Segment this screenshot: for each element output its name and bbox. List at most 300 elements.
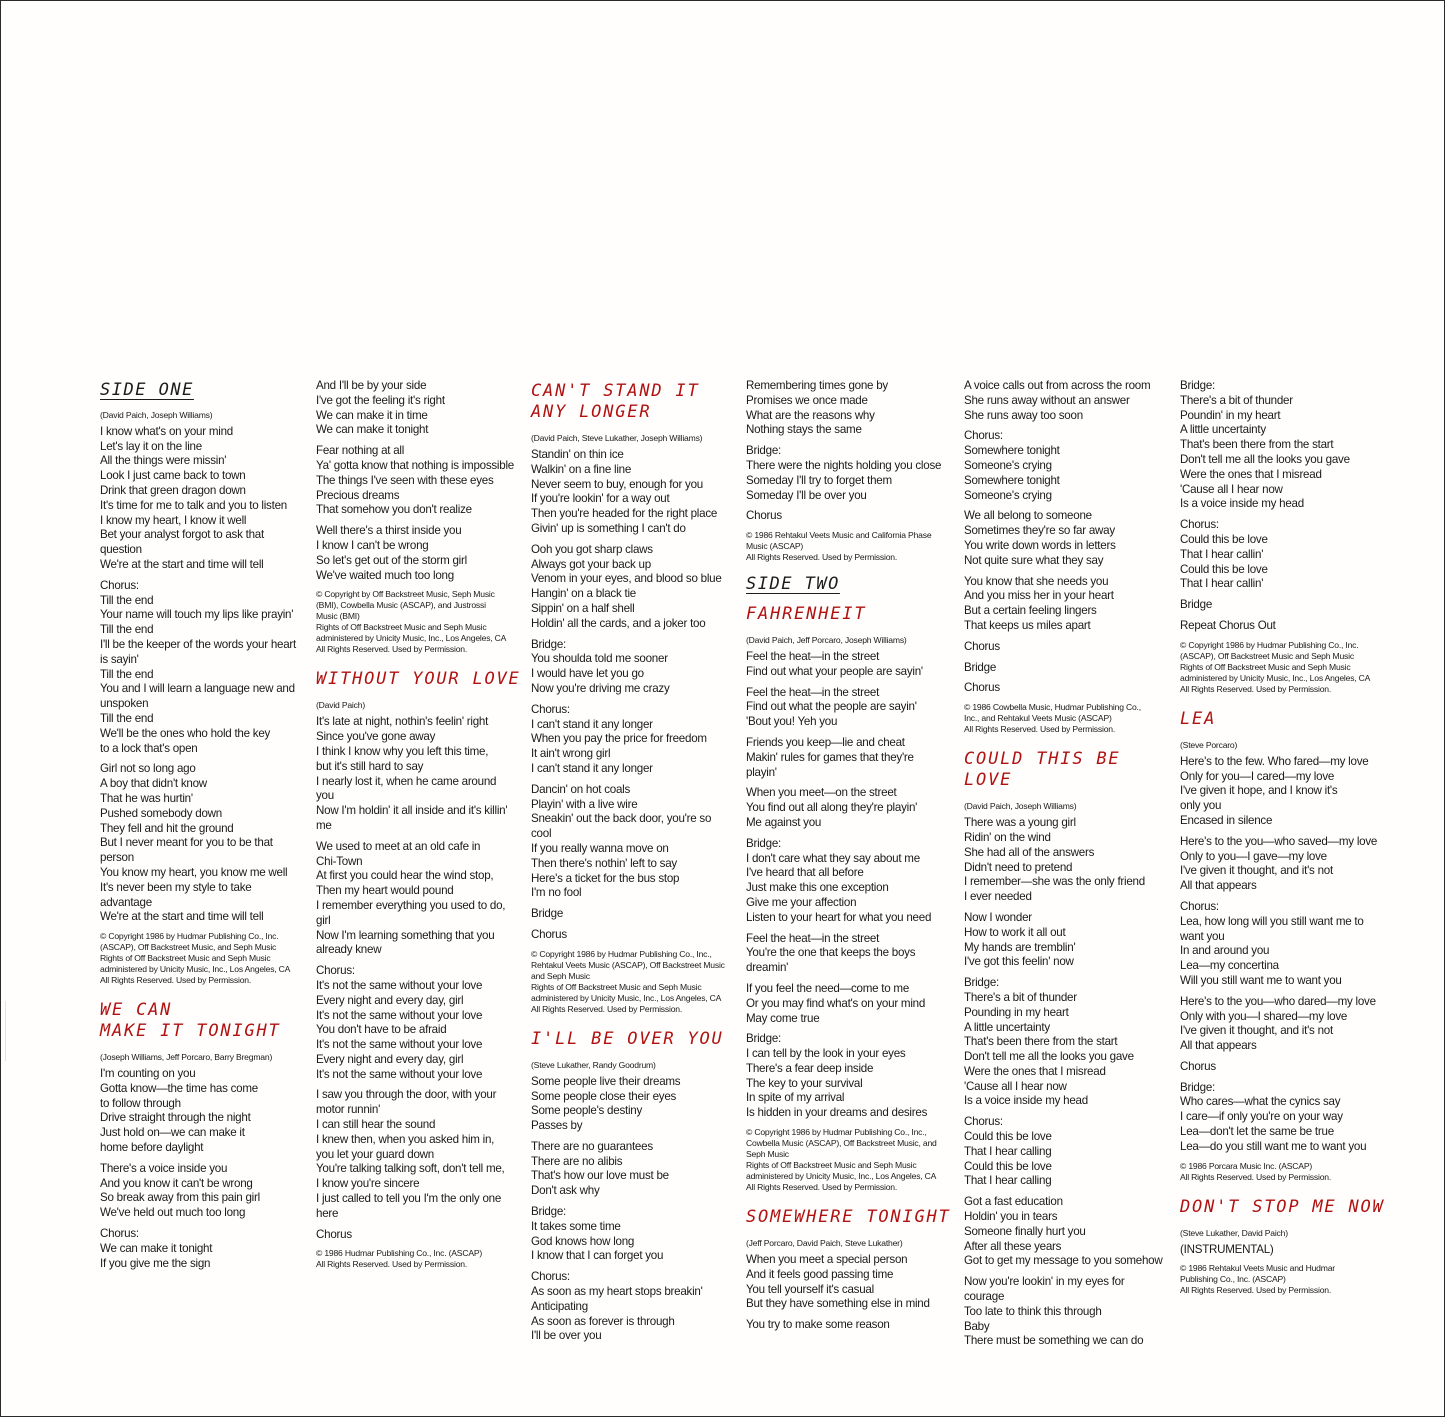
lyric-line: Some people's destiny — [531, 1104, 643, 1118]
lyric-line: I nearly lost it, when he came around — [316, 774, 497, 788]
song-title-line: I'LL BE OVER YOU — [531, 1028, 724, 1049]
stanza — [746, 650, 958, 680]
lyric-line: 'Bout you! Yeh you — [746, 715, 838, 729]
lyric-line: dreamin' — [746, 961, 789, 975]
lyric-line: Encased in silence — [1180, 813, 1273, 827]
lyric-line: You don't have to be afraid — [316, 1023, 447, 1037]
lyric-line: We can make it in time — [316, 408, 428, 422]
stanza — [964, 1195, 1176, 1269]
lyric-line: After all these years — [964, 1239, 1062, 1253]
copyright-line: All Rights Reserved. Used by Permission. — [316, 1259, 468, 1270]
lyric-line: As soon as forever is through — [531, 1314, 675, 1328]
lyric-line: At first you could hear the wind stop, — [316, 869, 494, 883]
lyric-line: Holdin' all the cards, and a joker too — [531, 616, 706, 630]
lyric-line: Your name will touch my lips like prayin' — [100, 608, 294, 622]
lyric-line: I knew then, when you asked him in, — [316, 1132, 495, 1146]
copyright-line: Music (ASCAP) — [746, 541, 804, 552]
song-block — [746, 574, 958, 595]
stanza — [964, 1115, 1176, 1189]
lyric-line: How to work it all out — [964, 925, 1066, 939]
lyric-line: I know what's on your mind — [100, 424, 233, 438]
lyric-line: There's a fear deep inside — [746, 1061, 874, 1075]
lyric-line: Me against you — [746, 815, 822, 829]
lyric-line: (INSTRUMENTAL) — [1180, 1242, 1274, 1256]
stanza — [964, 379, 1176, 423]
song-title — [746, 604, 958, 625]
song-block — [964, 749, 1176, 1349]
lyric-line: I'll be the keeper of the words your heart — [100, 637, 297, 651]
copyright-notice — [1180, 1161, 1392, 1183]
stanza — [1180, 995, 1392, 1054]
copyright-line: © Copyright 1986 by Hudmar Publishing Co., Inc. — [1180, 639, 1359, 650]
stanza — [746, 1253, 958, 1312]
lyric-line: Every night and every day, girl — [316, 993, 464, 1007]
lyric-line: Just hold on—we can make it — [100, 1126, 245, 1140]
songwriter-credits: (Jeff Porcaro, David Paich, Steve Lukather) — [746, 1238, 903, 1249]
songwriter-credits: (David Paich, Joseph Williams) — [100, 409, 213, 420]
lyric-line: Sneakin' out the back door, you're so — [531, 812, 712, 826]
lyric-line: Now I'm learning something that you — [316, 928, 495, 942]
stanza — [746, 1318, 958, 1333]
copyright-line: © 1986 Hudmar Publishing Co., Inc. (ASCAP) — [316, 1248, 483, 1259]
stanza — [531, 448, 743, 537]
lyric-line: We're at the start and time will tell — [100, 910, 264, 924]
lyric-line: As soon as my heart stops breakin' — [531, 1285, 703, 1299]
copyright-line: © Copyright 1986 by Hudmar Publishing Co., Inc. — [100, 931, 279, 942]
song-block — [316, 379, 528, 655]
lyric-line: Chi-Town — [316, 854, 363, 868]
stanza — [100, 425, 312, 573]
lyric-line: I've given it hope, and I know it's — [1180, 784, 1338, 798]
lyric-line: Only for you—I cared—my love — [1180, 769, 1335, 783]
lyric-line: A little uncertainty — [964, 1020, 1050, 1034]
songwriter-credits: (David Paich) — [316, 700, 365, 711]
lyric-line: I know that I can forget you — [531, 1249, 664, 1263]
songwriter-credits: (Joseph Williams, Jeff Porcaro, Barry Bregman) — [100, 1052, 273, 1063]
lyric-line: She had all of the answers — [964, 845, 1095, 859]
song-title — [746, 1207, 958, 1228]
copyright-line: administered by Unicity Music, Inc., Los Angeles, CA — [531, 992, 722, 1003]
song-title-line: DON'T STOP ME NOW — [1180, 1196, 1385, 1217]
lyric-line: So break away from this pain girl — [100, 1191, 260, 1205]
lyric-line: Dancin' on hot coals — [531, 782, 631, 796]
stanza — [746, 837, 958, 926]
copyright-line: administered by Unicity Music, Inc., Los Angeles, CA — [316, 633, 507, 644]
lyric-line: Lea—don't let the same be true — [1180, 1125, 1334, 1139]
copyright-line: Rights of Off Backstreet Music and Seph Music — [1180, 661, 1351, 672]
stanza — [316, 1088, 528, 1221]
lyric-line: There's a voice inside you — [100, 1161, 228, 1175]
lyric-line: Then you're headed for the right place — [531, 507, 718, 521]
lyric-line: Chorus — [746, 509, 782, 523]
lyric-line: It's time for me to talk and you to listen — [100, 498, 287, 512]
lyric-line: Bridge: — [746, 836, 781, 850]
songwriter-credits: (Steve Lukather, David Paich) — [1180, 1227, 1288, 1238]
stanza — [1180, 518, 1392, 592]
lyric-line: I remember everything you used to do, — [316, 898, 506, 912]
lyric-line: Promises we once made — [746, 393, 868, 407]
lyric-line: Gotta know—the time has come — [100, 1081, 258, 1095]
lyric-line: Makin' rules for games that they're — [746, 750, 914, 764]
lyric-line: Find out what your people are sayin' — [746, 664, 923, 678]
lyric-line: Will you still want me to want you — [1180, 973, 1342, 987]
stanza — [100, 1067, 312, 1156]
stanza — [746, 509, 958, 524]
stanza — [100, 1227, 312, 1271]
stanza — [964, 640, 1176, 655]
lyric-line: All that appears — [1180, 879, 1257, 893]
lyric-line: All that appears — [1180, 1039, 1257, 1053]
lyric-line: Standin' on thin ice — [531, 448, 624, 461]
lyric-line: That somehow you don't realize — [316, 503, 472, 517]
lyric-line: Let's lay it on the line — [100, 439, 202, 453]
lyric-line: That's how our love must be — [531, 1169, 669, 1183]
lyric-line: I've got the feeling it's right — [316, 393, 445, 407]
lyric-line: Ya' gotta know that nothing is impossible — [316, 458, 514, 472]
stanza — [746, 379, 958, 438]
lyric-line: Don't ask why — [531, 1184, 600, 1198]
stanza — [531, 703, 743, 777]
side-heading: SIDE ONE — [100, 380, 194, 400]
stanza — [531, 928, 743, 943]
lyric-line: cool — [531, 827, 552, 841]
lyric-line: motor runnin' — [316, 1103, 381, 1117]
lyric-line: Well there's a thirst inside you — [316, 524, 462, 538]
copyright-notice — [316, 589, 528, 655]
lyric-line: You're talking talking soft, don't tell me, — [316, 1162, 505, 1176]
lyric-line: There are no alibis — [531, 1154, 623, 1168]
lyric-line: I can still hear the sound — [316, 1118, 436, 1132]
lyric-line: Till the end — [100, 667, 154, 681]
lyric-line: Givin' up is something I can't do — [531, 521, 686, 535]
stanza — [1180, 598, 1392, 613]
song-block — [1180, 379, 1392, 695]
copyright-line: (ASCAP), Off Backstreet Music, and Seph Music — [100, 942, 277, 953]
lyric-line: advantage — [100, 895, 152, 909]
lyric-line: Is a voice inside my head — [1180, 497, 1304, 511]
lyric-line: home before daylight — [100, 1141, 204, 1155]
lyric-line: Some people close their eyes — [531, 1089, 677, 1103]
lyric-line: Holdin' you in tears — [964, 1210, 1058, 1224]
lyric-line: Listen to your heart for what you need — [746, 910, 932, 924]
stanza — [964, 976, 1176, 1109]
lyric-line: you — [316, 789, 334, 803]
copyright-notice — [531, 949, 743, 1015]
lyric-line: You find out all along they're playin' — [746, 801, 918, 815]
lyric-line: Hangin' on a black tie — [531, 587, 636, 601]
lyric-line: Drink that green dragon down — [100, 483, 246, 497]
lyric-line: 'Cause all I hear now — [964, 1079, 1067, 1093]
copyright-line: Publishing Co., Inc. (ASCAP) — [1180, 1274, 1286, 1285]
lyric-line: What are the reasons why — [746, 408, 875, 422]
song-title-line: COULD THIS BE LOVE — [964, 749, 1121, 791]
lyric-line: Chorus: — [1180, 518, 1219, 532]
lyric-line: There must be something we can do — [964, 1334, 1144, 1348]
copyright-line: Rights of Off Backstreet Music and Seph Music — [316, 622, 487, 633]
stanza — [531, 1075, 743, 1134]
copyright-line: (BMI), Cowbella Music (ASCAP), and Justrossi — [316, 600, 486, 611]
column-3 — [531, 379, 743, 1350]
lyric-line: When you meet—on the street — [746, 786, 897, 800]
lyric-line: Bridge: — [531, 637, 566, 651]
lyric-line: Ridin' on the wind — [964, 830, 1051, 844]
lyric-line: but it's still hard to say — [316, 759, 424, 773]
copyright-line: Rights of Off Backstreet Music and Seph Music — [531, 981, 702, 992]
lyric-line: Chorus: — [531, 702, 570, 716]
lyric-line: That's been there from the start — [1180, 438, 1334, 452]
stanza — [746, 786, 958, 830]
copyright-line: All Rights Reserved. Used by Permission. — [964, 724, 1116, 735]
copyright-line: Seph Music — [746, 1149, 789, 1160]
copyright-notice — [964, 702, 1176, 735]
copyright-line: (ASCAP), Off Backstreet Music and Seph Music — [1180, 650, 1354, 661]
songwriter-credits: (David Paich, Jeff Porcaro, Joseph Williams) — [746, 634, 907, 645]
stanza — [746, 932, 958, 976]
lyric-line: Could this be love — [964, 1130, 1052, 1144]
lyric-line: You and I will learn a language new and — [100, 682, 295, 696]
lyric-line: I think I know why you left this time, — [316, 744, 489, 758]
lyric-line: Bridge — [964, 660, 997, 674]
lyric-line: Bridge: — [1180, 379, 1215, 392]
copyright-line: Cowbella Music (ASCAP), Off Backstreet Music, and — [746, 1138, 937, 1149]
songwriter-credits: (Steve Lukather, Randy Goodrum) — [531, 1059, 656, 1070]
song-title-line: MAKE IT TONIGHT — [100, 1021, 281, 1042]
lyric-line: I've got this feelin' now — [964, 955, 1074, 969]
lyric-line: But I never meant for you to be that — [100, 836, 273, 850]
lyric-line: Chorus: — [964, 429, 1003, 443]
song-title — [531, 1029, 743, 1050]
lyric-line: question — [100, 543, 142, 557]
lyric-line: My hands are tremblin' — [964, 940, 1076, 954]
lyric-line: Walkin' on a fine line — [531, 462, 632, 476]
lyric-line: I just called to tell you I'm the only one — [316, 1192, 502, 1206]
lyric-line: Chorus: — [316, 964, 355, 978]
song-title — [316, 669, 528, 690]
lyric-line: person — [100, 851, 134, 865]
stanza — [316, 1228, 528, 1243]
lyric-line: Feel the heat—in the street — [746, 685, 880, 699]
lyric-line: It's not the same without your love — [316, 1008, 483, 1022]
lyric-line: Lea—my concertina — [1180, 959, 1279, 973]
lyric-line: Pushed somebody down — [100, 806, 222, 820]
lyric-line: Bridge — [1180, 598, 1213, 612]
lyric-line: I remember—she was the only friend — [964, 875, 1145, 889]
lyric-line: Someone's crying — [964, 488, 1052, 502]
lyric-line: Chorus — [1180, 1059, 1216, 1073]
stanza — [964, 429, 1176, 503]
stanza — [746, 444, 958, 503]
lyric-line: And you miss her in your heart — [964, 589, 1114, 603]
stanza — [964, 575, 1176, 634]
lyric-line: Bridge — [531, 907, 564, 921]
stanza — [316, 524, 528, 583]
lyric-line: Till the end — [100, 711, 154, 725]
lyric-line: I know I can't be wrong — [316, 538, 429, 552]
lyric-line: Could this be love — [1180, 532, 1268, 546]
song-block — [746, 604, 958, 1193]
lyric-line: There's a bit of thunder — [964, 990, 1077, 1004]
copyright-line: All Rights Reserved. Used by Permission. — [316, 644, 468, 655]
lyric-line: When you meet a special person — [746, 1253, 908, 1267]
lyric-line: I ever needed — [964, 890, 1032, 904]
lyric-line: It's not the same without your love — [316, 978, 483, 992]
lyric-line: Here's to the few. Who fared—my love — [1180, 754, 1369, 768]
lyric-line: I don't care what they say about me — [746, 851, 920, 865]
lyric-line: She runs away too soon — [964, 408, 1083, 422]
lyric-line: Chorus: — [1180, 899, 1219, 913]
stanza — [100, 1162, 312, 1221]
stanza — [746, 1032, 958, 1121]
column-1 — [100, 379, 312, 1277]
copyright-line: All Rights Reserved. Used by Permission. — [1180, 683, 1332, 694]
column-2 — [316, 379, 528, 1284]
stanza — [531, 1140, 743, 1199]
lyric-line: Don't tell me all the looks you gave — [964, 1050, 1134, 1064]
lyric-line: Bridge: — [746, 444, 781, 458]
song-title — [1180, 1197, 1392, 1218]
stanza — [531, 783, 743, 901]
lyric-line: We can make it tonight — [316, 423, 429, 437]
lyric-line: Someday I'll try to forget them — [746, 473, 892, 487]
lyric-line: There were the nights holding you close — [746, 458, 942, 472]
lyric-line: Now I wonder — [964, 910, 1032, 924]
song-title-line: WITHOUT YOUR LOVE — [316, 669, 521, 690]
lyric-line: We've held out much too long — [100, 1206, 246, 1220]
side-heading: SIDE TWO — [746, 574, 840, 595]
copyright-line: Rights of Off Backstreet Music and Seph Music — [100, 953, 271, 964]
lyric-line: Friends you keep—lie and cheat — [746, 735, 905, 749]
lyric-line: That he was hurtin' — [100, 791, 193, 805]
lyric-line: Then there's nothin' left to say — [531, 856, 677, 870]
lyric-line: Bridge: — [746, 1032, 781, 1046]
lyric-line: only you — [1180, 799, 1222, 813]
lyric-line: Chorus — [964, 681, 1000, 695]
lyric-line: A little uncertainty — [1180, 423, 1266, 437]
lyric-line: Ooh you got sharp claws — [531, 542, 653, 556]
stanza — [1180, 1060, 1392, 1075]
lyric-line: Give me your affection — [746, 895, 857, 909]
lyric-line: Find out what the people are sayin' — [746, 700, 917, 714]
lyric-line: Till the end — [100, 623, 154, 637]
lyric-line: We can make it tonight — [100, 1241, 213, 1255]
stanza — [100, 762, 312, 925]
lyric-line: to a lock that's open — [100, 741, 198, 755]
stanza — [746, 982, 958, 1026]
copyright-notice — [316, 1248, 528, 1270]
copyright-line: All Rights Reserved. Used by Permission. — [746, 1182, 898, 1193]
copyright-notice — [746, 1127, 958, 1193]
lyric-line: But they have something else in mind — [746, 1297, 930, 1311]
lyric-line: Precious dreams — [316, 488, 400, 502]
lyric-line: We'll be the ones who hold the key — [100, 726, 271, 740]
stanza — [964, 911, 1176, 970]
stanza — [964, 661, 1176, 676]
copyright-line: All Rights Reserved. Used by Permission. — [531, 1003, 683, 1014]
lyric-line: There's a bit of thunder — [1180, 393, 1293, 407]
lyric-line: Look I just came back to town — [100, 469, 246, 483]
stanza — [1180, 835, 1392, 894]
lyric-line: 'Cause all I hear now — [1180, 482, 1283, 496]
stanza — [746, 736, 958, 780]
stanza — [1180, 1081, 1392, 1155]
copyright-line: Rehtakul Veets Music (ASCAP), Off Backstreet Music — [531, 959, 725, 970]
song-title — [964, 749, 1176, 791]
lyric-line: It ain't wrong girl — [531, 747, 611, 761]
lyric-line: God knows how long — [531, 1234, 635, 1248]
song-title-line: CAN'T STAND IT — [531, 381, 700, 401]
copyright-line: © 1986 Rehtakul Veets Music and California Phase — [746, 530, 932, 541]
lyric-line: We're at the start and time will tell — [100, 557, 264, 571]
song-title — [531, 381, 743, 423]
lyric-line: Here's a ticket for the bus stop — [531, 871, 680, 885]
song-title-line: SOMEWHERE TONIGHT — [746, 1207, 951, 1228]
lyric-line: Lea—do you still want me to want you — [1180, 1139, 1367, 1153]
copyright-line: Music (BMI) — [316, 611, 360, 622]
copyright-line: administered by Unicity Music, Inc., Los Angeles, CA — [746, 1171, 937, 1182]
lyric-line: Got to get my message to you somehow — [964, 1254, 1163, 1268]
song-title-line: ANY LONGER — [531, 402, 652, 422]
lyric-line: Bet your analyst forgot to ask that — [100, 528, 264, 542]
stanza — [1180, 755, 1392, 829]
lyric-line: Or you may find what's on your mind — [746, 996, 926, 1010]
song-title-line: LEA — [1180, 708, 1217, 729]
column-4 — [746, 379, 958, 1339]
song-title-line: FAHRENHEIT — [746, 603, 867, 624]
lyric-line: I can't stand it any longer — [531, 761, 653, 775]
lyric-line: Now you're driving me crazy — [531, 681, 670, 695]
lyric-line: It's not the same without your love — [316, 1038, 483, 1052]
stanza — [316, 444, 528, 518]
lyric-line: You tell yourself it's casual — [746, 1282, 874, 1296]
lyric-line: Never seem to buy, enough for you — [531, 477, 703, 491]
lyric-line: Too late to think this through — [964, 1304, 1102, 1318]
lyric-line: I've given it thought, and it's not — [1180, 1024, 1333, 1038]
copyright-line: Rights of Off Backstreet Music and Seph Music — [746, 1160, 917, 1171]
stanza — [746, 686, 958, 730]
song-block — [746, 379, 958, 563]
lyric-line: Don't tell me all the looks you gave — [1180, 452, 1350, 466]
lyric-line: Fear nothing at all — [316, 444, 405, 458]
lyric-line: Who cares—what the cynics say — [1180, 1095, 1341, 1109]
song-block — [100, 410, 312, 986]
song-block — [964, 379, 1176, 735]
lyric-line: you let your guard down — [316, 1147, 434, 1161]
song-block — [100, 1000, 312, 1271]
stanza — [316, 840, 528, 958]
lyric-line: Chorus — [316, 1227, 352, 1241]
lyric-line: Is a voice inside my head — [964, 1094, 1088, 1108]
lyric-line: Here's to the you—who dared—my love — [1180, 994, 1376, 1008]
lyric-line: Venom in your eyes, and blood so blue — [531, 572, 722, 586]
lyric-line: Could this be love — [964, 1159, 1052, 1173]
lyric-line: here — [316, 1206, 339, 1220]
lyric-line: courage — [964, 1290, 1005, 1304]
lyric-line: Someday I'll be over you — [746, 488, 867, 502]
lyric-line: There are no guarantees — [531, 1139, 653, 1153]
copyright-line: © Copyright by Off Backstreet Music, Seph Music — [316, 589, 495, 600]
lyric-line: Chorus: — [100, 1227, 139, 1241]
column-5 — [964, 379, 1176, 1355]
lyric-line: All the things were missin' — [100, 454, 227, 468]
lyric-line: Bridge: — [1180, 1080, 1215, 1094]
song-block — [100, 380, 312, 400]
lyric-line: In and around you — [1180, 944, 1270, 958]
lyric-line: You know that she needs you — [964, 574, 1109, 588]
lyric-line: Got a fast education — [964, 1195, 1063, 1209]
lyric-line: Chorus: — [964, 1115, 1003, 1129]
lyric-line: There was a young girl — [964, 816, 1076, 830]
stanza — [316, 379, 528, 438]
